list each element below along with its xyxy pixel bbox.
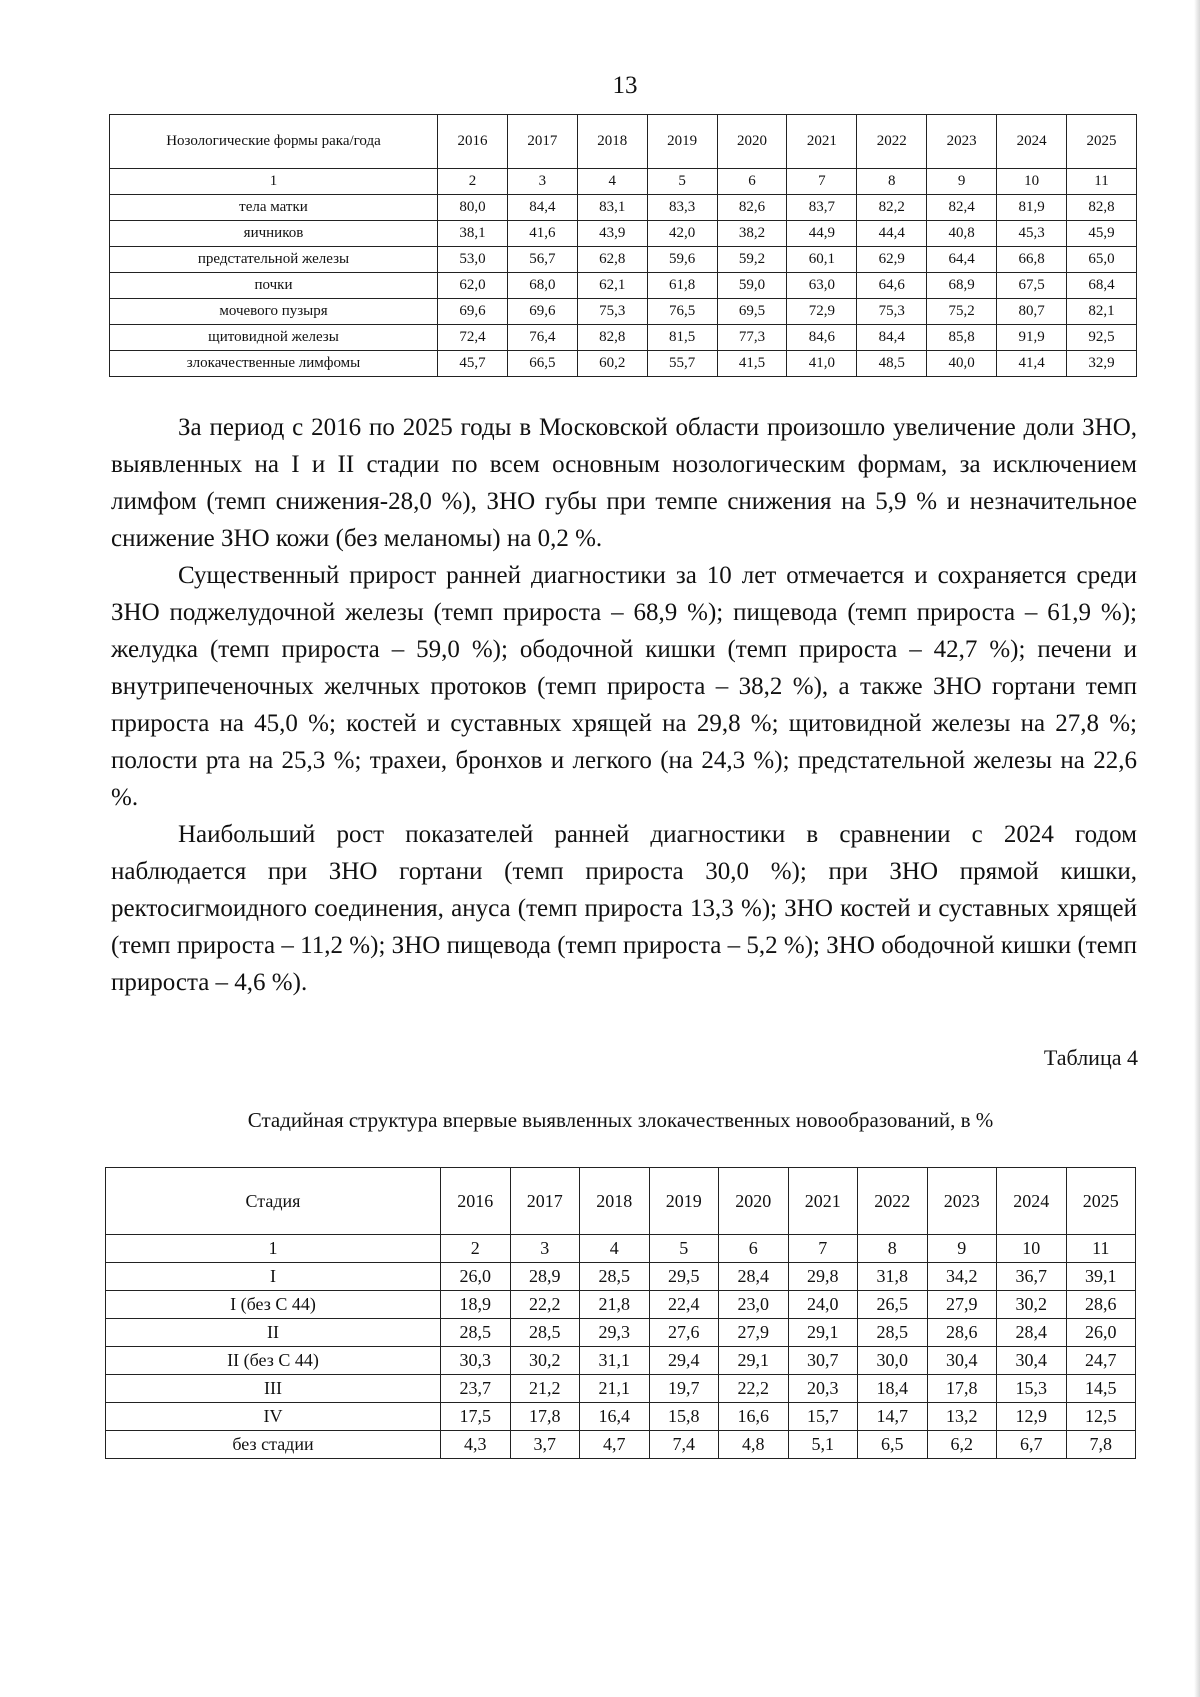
table-cell: 29,4 (649, 1347, 719, 1375)
table-cell: 66,8 (997, 247, 1067, 273)
table-cell: 2020 (719, 1168, 789, 1235)
table-cell: 21,8 (580, 1291, 650, 1319)
table-cell: 72,4 (438, 325, 508, 351)
table-cell: 44,9 (787, 221, 857, 247)
table-cell: 10 (997, 169, 1067, 195)
table-cell: 41,4 (997, 351, 1067, 377)
table-cell: 30,0 (858, 1347, 928, 1375)
table-cell: 6,5 (858, 1431, 928, 1459)
table-cell: 15,3 (997, 1375, 1067, 1403)
table-cell: 11 (1066, 1235, 1136, 1263)
table-cell: 60,1 (787, 247, 857, 273)
table-cell: 59,2 (717, 247, 787, 273)
row-label-cell: IV (106, 1403, 441, 1431)
table-cell: 63,0 (787, 273, 857, 299)
table-cell: 29,1 (788, 1319, 858, 1347)
table-cell: 68,0 (507, 273, 577, 299)
table-cell: 40,8 (927, 221, 997, 247)
table-cell: 6,2 (927, 1431, 997, 1459)
table-cell: 62,9 (857, 247, 927, 273)
table-cell: 23,0 (719, 1291, 789, 1319)
table-cell: 62,0 (438, 273, 508, 299)
table-row (106, 1375, 1136, 1403)
table-cell: 6 (717, 169, 787, 195)
table-cell: 69,6 (507, 299, 577, 325)
table-cell: 8 (857, 169, 927, 195)
table-cell: 75,3 (577, 299, 647, 325)
table-cell: 82,8 (577, 325, 647, 351)
table-cell: 76,5 (647, 299, 717, 325)
table-cell: 75,3 (857, 299, 927, 325)
table-cell: 19,7 (649, 1375, 719, 1403)
table-cell: 2021 (787, 115, 857, 169)
table-cell: 41,5 (717, 351, 787, 377)
table-cell: 68,9 (927, 273, 997, 299)
table-header-row (106, 1168, 1136, 1235)
table-cell: 16,6 (719, 1403, 789, 1431)
table-cell: 2016 (441, 1168, 511, 1235)
table-cell: 27,9 (927, 1291, 997, 1319)
table-cell: 4 (580, 1235, 650, 1263)
table-cell: 3 (507, 169, 577, 195)
table-cell: 68,4 (1067, 273, 1137, 299)
table-cell: 28,6 (927, 1319, 997, 1347)
table-cell: 62,8 (577, 247, 647, 273)
table-cell: 80,0 (438, 195, 508, 221)
row-label-cell: Нозологические формы рака/года (110, 115, 438, 169)
table-cell: 10 (997, 1235, 1067, 1263)
table-cell: 23,7 (441, 1375, 511, 1403)
table-cell: 17,8 (510, 1403, 580, 1431)
table-cell: 31,1 (580, 1347, 650, 1375)
table-cell: 13,2 (927, 1403, 997, 1431)
row-label-cell: III (106, 1375, 441, 1403)
table-cell: 28,6 (1066, 1291, 1136, 1319)
table-row (110, 351, 1137, 377)
table-cell: 59,0 (717, 273, 787, 299)
table-cell: 2023 (927, 1168, 997, 1235)
row-label-cell: предстательной железы (110, 247, 438, 273)
table-cell: 92,5 (1067, 325, 1137, 351)
table-cell: 28,4 (719, 1263, 789, 1291)
table-cell: 77,3 (717, 325, 787, 351)
table-cell: 30,3 (441, 1347, 511, 1375)
table-cell: 14,5 (1066, 1375, 1136, 1403)
row-label-cell: мочевого пузыря (110, 299, 438, 325)
table-cell: 61,8 (647, 273, 717, 299)
table-cell: 84,4 (507, 195, 577, 221)
table-cell: 2 (438, 169, 508, 195)
table-cell: 75,2 (927, 299, 997, 325)
table-cell: 69,5 (717, 299, 787, 325)
table-row (106, 1347, 1136, 1375)
table-index-row (106, 1235, 1136, 1263)
table-cell: 84,4 (857, 325, 927, 351)
table-cell: 53,0 (438, 247, 508, 273)
table-cell: 4,8 (719, 1431, 789, 1459)
table-cell: 21,1 (580, 1375, 650, 1403)
table-cell: 72,9 (787, 299, 857, 325)
paragraph: За период с 2016 по 2025 годы в Московской области произошло увеличение доли ЗНО, выявленных на I и II стадии по всем основным нозологическим формам, за исключением лимфом (темп снижения-28,0 %), ЗНО губы при темпе снижения на 5,9 % и незначительное снижение ЗНО кожи (без меланомы) на 0,2 %. (111, 414, 1137, 552)
table-row (110, 299, 1137, 325)
table-cell: 43,9 (577, 221, 647, 247)
table-row (106, 1319, 1136, 1347)
row-label-cell: почки (110, 273, 438, 299)
table-cell: 83,1 (577, 195, 647, 221)
table-cell: 28,5 (580, 1263, 650, 1291)
scan-edge (1194, 0, 1200, 1697)
table-cell: 28,4 (997, 1319, 1067, 1347)
table-cell: 41,0 (787, 351, 857, 377)
table-cell: 29,8 (788, 1263, 858, 1291)
table-cell: 82,4 (927, 195, 997, 221)
table-cell: 30,7 (788, 1347, 858, 1375)
table-cell: 2022 (857, 115, 927, 169)
paragraph: Существенный прирост ранней диагностики за 10 лет отмечается и сохраняется среди ЗНО поджелудочной железы (темп прироста – 68,9 %); пищевода (темп прироста – 61,9 %); желудка (темп прироста – 59,0 %); ободочной кишки (темп прироста – 42,7 %); печени и внутрипеченочных желчных протоков (темп прироста – 38,2 %), а также ЗНО гортани темп прироста на 45,0 %; костей и суставных хрящей на 29,8 %; щитовидной железы на 27,8 %; полости рта на 25,3 %; трахеи, бронхов и легкого (на 24,3 %); предстательной железы на 22,6 %. (111, 562, 1137, 811)
table-cell: 2016 (438, 115, 508, 169)
table-cell: 22,4 (649, 1291, 719, 1319)
row-label-cell: злокачественные лимфомы (110, 351, 438, 377)
table-cell: 48,5 (857, 351, 927, 377)
page-number: 13 (612, 72, 638, 99)
table-cell: 2019 (647, 115, 717, 169)
table-cell: 9 (927, 1235, 997, 1263)
table-cell: 36,7 (997, 1263, 1067, 1291)
table-cell: 2025 (1067, 115, 1137, 169)
table-cell: 82,1 (1067, 299, 1137, 325)
row-label-cell: без стадии (106, 1431, 441, 1459)
table-cell: 83,7 (787, 195, 857, 221)
table-cell: 24,7 (1066, 1347, 1136, 1375)
table-cell: 28,5 (858, 1319, 928, 1347)
table-row (110, 221, 1137, 247)
table-cell: 32,9 (1067, 351, 1137, 377)
table-cell: 17,5 (441, 1403, 511, 1431)
table-cell: 82,2 (857, 195, 927, 221)
table-row (106, 1263, 1136, 1291)
table-cell: 64,4 (927, 247, 997, 273)
row-label-cell: 1 (106, 1235, 441, 1263)
table-cell: 44,4 (857, 221, 927, 247)
table-cell: 45,3 (997, 221, 1067, 247)
table-cell: 11 (1067, 169, 1137, 195)
table-cell: 4,7 (580, 1431, 650, 1459)
row-label-cell: II (без С 44) (106, 1347, 441, 1375)
table-cell: 82,8 (1067, 195, 1137, 221)
table-cell: 2021 (788, 1168, 858, 1235)
body-text (111, 409, 1137, 1001)
table-cell: 9 (927, 169, 997, 195)
table-row (110, 195, 1137, 221)
table-cell: 6 (719, 1235, 789, 1263)
table-cell: 27,9 (719, 1319, 789, 1347)
table-cell: 5 (647, 169, 717, 195)
table-cell: 2018 (580, 1168, 650, 1235)
row-label-cell: 1 (110, 169, 438, 195)
table-cell: 2017 (510, 1168, 580, 1235)
table-row (106, 1431, 1136, 1459)
table-cell: 38,2 (717, 221, 787, 247)
table-cell: 7 (788, 1235, 858, 1263)
table-cell: 45,7 (438, 351, 508, 377)
table-cell: 22,2 (719, 1375, 789, 1403)
table-cell: 4,3 (441, 1431, 511, 1459)
table-cell: 2025 (1066, 1168, 1136, 1235)
table-cell: 2022 (858, 1168, 928, 1235)
table-cell: 76,4 (507, 325, 577, 351)
table-cell: 15,7 (788, 1403, 858, 1431)
table-cell: 2017 (507, 115, 577, 169)
stage-structure-table (105, 1167, 1136, 1459)
table-cell: 6,7 (997, 1431, 1067, 1459)
table-cell: 2019 (649, 1168, 719, 1235)
table-cell: 14,7 (858, 1403, 928, 1431)
table-cell: 85,8 (927, 325, 997, 351)
table-cell: 7 (787, 169, 857, 195)
table-cell: 59,6 (647, 247, 717, 273)
table-cell: 5,1 (788, 1431, 858, 1459)
table-cell: 82,6 (717, 195, 787, 221)
table-row (110, 247, 1137, 273)
table-cell: 62,1 (577, 273, 647, 299)
table-cell: 18,9 (441, 1291, 511, 1319)
table-header-row (110, 115, 1137, 169)
table-cell: 39,1 (1066, 1263, 1136, 1291)
table-cell: 30,4 (997, 1347, 1067, 1375)
table-cell: 17,8 (927, 1375, 997, 1403)
table-cell: 28,9 (510, 1263, 580, 1291)
table-cell: 20,3 (788, 1375, 858, 1403)
row-label-cell: I (106, 1263, 441, 1291)
table-cell: 26,0 (1066, 1319, 1136, 1347)
table-cell: 21,2 (510, 1375, 580, 1403)
table-cell: 7,8 (1066, 1431, 1136, 1459)
table-cell: 55,7 (647, 351, 717, 377)
row-label-cell: щитовидной железы (110, 325, 438, 351)
table-cell: 15,8 (649, 1403, 719, 1431)
table-cell: 26,5 (858, 1291, 928, 1319)
table-cell: 81,9 (997, 195, 1067, 221)
table-cell: 28,5 (510, 1319, 580, 1347)
table-cell: 83,3 (647, 195, 717, 221)
table-cell: 60,2 (577, 351, 647, 377)
table-cell: 81,5 (647, 325, 717, 351)
table-row (106, 1403, 1136, 1431)
table-cell: 84,6 (787, 325, 857, 351)
table-cell: 2023 (927, 115, 997, 169)
table-cell: 64,6 (857, 273, 927, 299)
table-cell: 18,4 (858, 1375, 928, 1403)
row-label-cell: II (106, 1319, 441, 1347)
table-cell: 30,2 (997, 1291, 1067, 1319)
table-cell: 2 (441, 1235, 511, 1263)
table-row (110, 273, 1137, 299)
table-cell: 80,7 (997, 299, 1067, 325)
table-cell: 7,4 (649, 1431, 719, 1459)
table-caption: Стадийная структура впервые выявленных злокачественных новообразований, в % (247, 1108, 994, 1132)
table-row (106, 1291, 1136, 1319)
table-cell: 12,5 (1066, 1403, 1136, 1431)
table-cell: 29,1 (719, 1347, 789, 1375)
table-cell: 65,0 (1067, 247, 1137, 273)
table-cell: 29,5 (649, 1263, 719, 1291)
table-cell: 42,0 (647, 221, 717, 247)
table-cell: 27,6 (649, 1319, 719, 1347)
table-cell: 3,7 (510, 1431, 580, 1459)
table-cell: 22,2 (510, 1291, 580, 1319)
table-cell: 5 (649, 1235, 719, 1263)
row-label-cell: яичников (110, 221, 438, 247)
table-cell: 38,1 (438, 221, 508, 247)
table-row (110, 325, 1137, 351)
row-label-cell: тела матки (110, 195, 438, 221)
table-cell: 28,5 (441, 1319, 511, 1347)
table-cell: 45,9 (1067, 221, 1137, 247)
table-cell: 91,9 (997, 325, 1067, 351)
table-cell: 29,3 (580, 1319, 650, 1347)
table-cell: 40,0 (927, 351, 997, 377)
table-cell: 8 (858, 1235, 928, 1263)
table-cell: 66,5 (507, 351, 577, 377)
table-cell: 41,6 (507, 221, 577, 247)
paragraph: Наибольший рост показателей ранней диагностики в сравнении с 2024 годом наблюдается при ЗНО гортани (темп прироста 30,0 %); при ЗНО прямой кишки, ректосигмоидного соединения, ануса (темп прироста 13,3 %); ЗНО костей и суставных хрящей (темп прироста – 11,2 %); ЗНО пищевода (темп прироста – 5,2 %); ЗНО ободочной кишки (темп прироста – 4,6 %). (111, 821, 1137, 996)
table-cell: 3 (510, 1235, 580, 1263)
table-cell: 69,6 (438, 299, 508, 325)
table-cell: 67,5 (997, 273, 1067, 299)
table-cell: 16,4 (580, 1403, 650, 1431)
table-cell: 26,0 (441, 1263, 511, 1291)
table-cell: 4 (577, 169, 647, 195)
table-cell: 30,2 (510, 1347, 580, 1375)
table-cell: 2018 (577, 115, 647, 169)
table-cell: 31,8 (858, 1263, 928, 1291)
row-label-cell: I (без С 44) (106, 1291, 441, 1319)
table-index-row (110, 169, 1137, 195)
table-cell: 30,4 (927, 1347, 997, 1375)
table-cell: 56,7 (507, 247, 577, 273)
table-cell: 2020 (717, 115, 787, 169)
table-cell: 34,2 (927, 1263, 997, 1291)
table-cell: 2024 (997, 1168, 1067, 1235)
table-cell: 24,0 (788, 1291, 858, 1319)
table-label: Таблица 4 (1043, 1045, 1138, 1070)
table-cell: 2024 (997, 115, 1067, 169)
table-cell: 12,9 (997, 1403, 1067, 1431)
nosology-table (109, 114, 1137, 377)
row-label-cell: Стадия (106, 1168, 441, 1235)
